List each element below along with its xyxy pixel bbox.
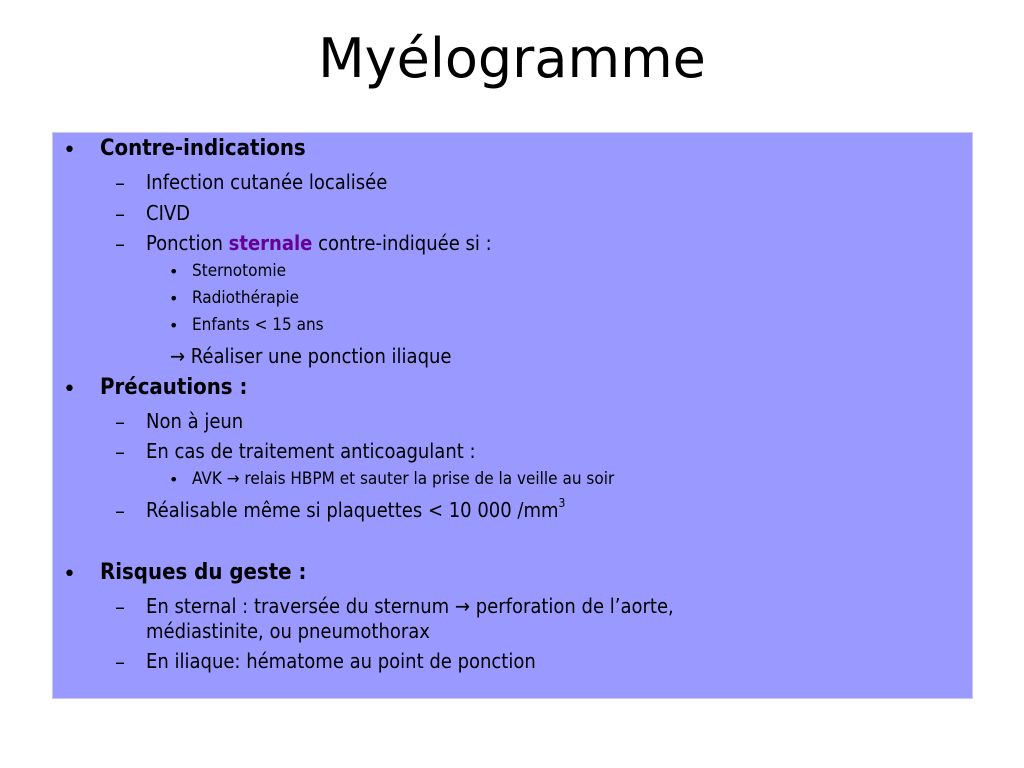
dash-bullet: – bbox=[115, 202, 125, 226]
relais-text: relais HBPM et sauter la prise de la veille au soir bbox=[244, 469, 615, 489]
bullet-level1: • bbox=[63, 138, 76, 163]
item-sternal bbox=[146, 594, 674, 618]
sub-sternotomie: Sternotomie bbox=[192, 261, 287, 281]
slide-title: Myélogramme bbox=[318, 27, 706, 90]
heading-precautions: Précautions : bbox=[100, 375, 248, 400]
bullet-level1: • bbox=[63, 377, 76, 402]
heading-risques: Risques du geste : bbox=[100, 560, 307, 585]
item-ponction-sternale bbox=[146, 231, 492, 255]
sub-enfants: Enfants < 15 ans bbox=[192, 315, 324, 335]
dash-bullet: – bbox=[115, 499, 125, 523]
bullet-level3: • bbox=[169, 289, 179, 308]
item-plaquettes bbox=[146, 498, 565, 522]
dash-bullet: – bbox=[115, 440, 125, 464]
conclusion-text: Réaliser une ponction iliaque bbox=[190, 344, 452, 368]
dash-bullet: – bbox=[115, 410, 125, 434]
heading-contre-indications: Contre-indications bbox=[100, 136, 306, 161]
conclusion-iliaque bbox=[170, 344, 452, 368]
superscript-3: 3 bbox=[558, 496, 566, 510]
dash-bullet: – bbox=[115, 650, 125, 674]
plaquettes-text: Réalisable même si plaquettes < 10 000 /mm bbox=[146, 498, 559, 522]
item-sternal-continuation: médiastinite, ou pneumothorax bbox=[146, 619, 430, 643]
item-iliaque: En iliaque: hématome au point de ponction bbox=[146, 649, 536, 673]
contre-indiquee-text: contre-indiquée si : bbox=[318, 231, 492, 255]
dash-bullet: – bbox=[115, 595, 125, 619]
sub-avk bbox=[192, 469, 614, 489]
dash-bullet: – bbox=[115, 232, 125, 256]
bullet-level3: • bbox=[169, 316, 179, 335]
bullet-level3: • bbox=[169, 262, 179, 281]
sub-radiotherapie: Radiothérapie bbox=[192, 288, 300, 308]
right-arrow-icon: → bbox=[226, 469, 240, 489]
item-civd: CIVD bbox=[146, 201, 191, 225]
sternal-text: En sternal : traversée du sternum bbox=[146, 594, 450, 618]
item-infection: Infection cutanée localisée bbox=[146, 170, 388, 194]
bullet-level1: • bbox=[63, 562, 76, 587]
dash-bullet: – bbox=[115, 171, 125, 195]
ponction-text: Ponction bbox=[146, 231, 223, 255]
perforation-text: perforation de l’aorte, bbox=[475, 594, 674, 618]
bullet-level3: • bbox=[169, 470, 179, 489]
item-anticoagulant: En cas de traitement anticoagulant : bbox=[146, 439, 476, 463]
right-arrow-icon: → bbox=[454, 594, 470, 618]
sternale-highlight: sternale bbox=[228, 231, 313, 255]
right-arrow-icon: → bbox=[170, 344, 186, 368]
avk-text: AVK bbox=[192, 469, 222, 489]
item-non-a-jeun: Non à jeun bbox=[146, 409, 244, 433]
